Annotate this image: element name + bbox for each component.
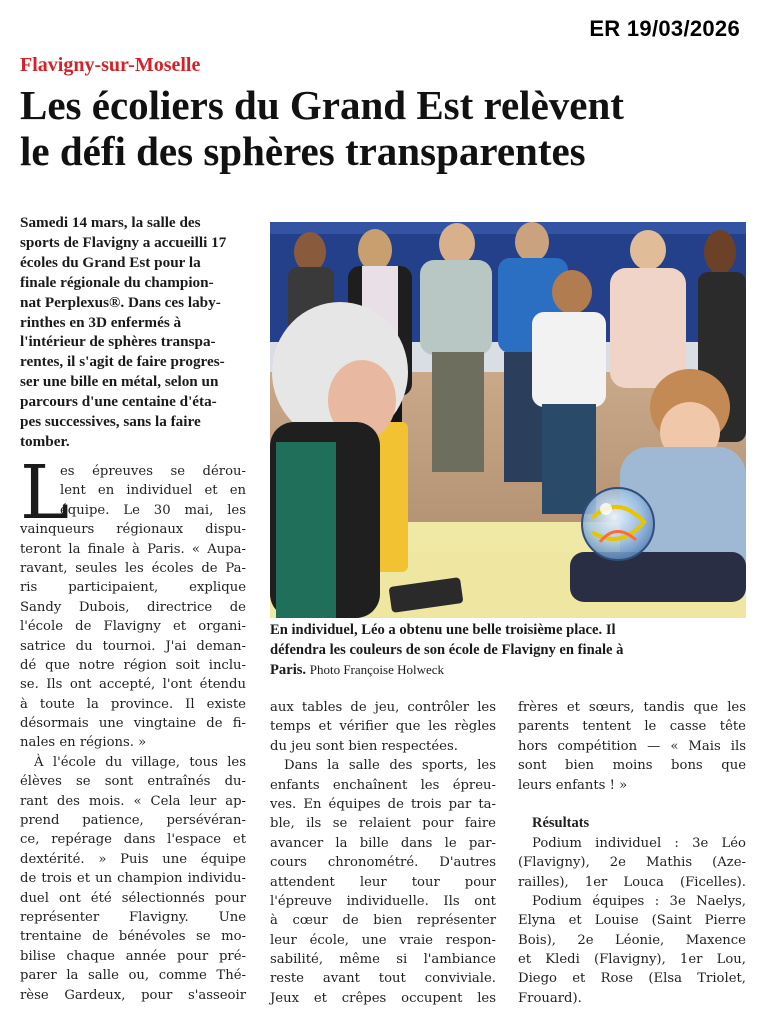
lead-line: parcours d'une centaine d'éta- (20, 393, 217, 411)
body-line: À l'école du village, tous les (34, 754, 246, 770)
body-line: trentaine de bénévoles se mo- (20, 929, 246, 945)
body-line: parer la salle ou, comme Thé- (20, 968, 246, 984)
caption-line: défendra les couleurs de son école de Flavigny en finale à (270, 641, 624, 658)
body-line: Diego et Rose (Elsa Triolet, (518, 971, 746, 987)
lead-line: tomber. (20, 432, 70, 450)
body-line: leur école, une vraie respon- (270, 932, 496, 948)
photo-credit: Photo Françoise Holweck (309, 662, 445, 678)
body-line: à cœur de bien représenter (270, 913, 496, 929)
body-line: rèse Gardeux, pour s'asseoir (20, 987, 246, 1003)
body-line: Elyna et Louise (Saint Pierre (518, 913, 746, 929)
photo-illustration (270, 222, 746, 618)
body-line: équipe. Le 30 mai, les (60, 502, 246, 518)
body-line: l'école de Flavigny et organi- (20, 619, 246, 635)
body-line: élèves se sont entraînés du- (20, 774, 246, 790)
body-line: Sandy Dubois, directrice de (20, 599, 246, 615)
lead-line: Samedi 14 mars, la salle des (20, 214, 201, 231)
body-line: l'épreuve individuelle. Ils ont (270, 893, 496, 909)
body-line: désormais une vingtaine de fi- (20, 716, 246, 732)
spacer-line (518, 795, 746, 814)
body-line: railles), 1er Louca (Ficelles). (518, 874, 746, 890)
body-line: hors compétition — « Mais ils (518, 738, 746, 754)
body-line: aux tables de jeu, contrôler les (270, 700, 496, 715)
lead-line: sports de Flavigny a accueilli 17 (20, 233, 227, 251)
body-line: ravant, seules les écoles de Pa- (20, 560, 246, 576)
body-line: attendent leur tour pour (270, 874, 496, 890)
body-line: leurs enfants ! » (518, 777, 628, 793)
lead-line: nat Perplexus®. Dans ces laby- (20, 293, 221, 311)
drop-cap: L (20, 450, 70, 536)
body-line: es épreuves se dérou- (60, 464, 246, 479)
body-line: de trois et un champion individu- (20, 871, 246, 887)
lead-line: finale régionale du champion- (20, 273, 214, 291)
body-line: dextérité. » Puis une équipe (20, 851, 246, 867)
body-line: avancer la bille dans le par- (270, 835, 496, 851)
body-line: ble, ils se relaient pour faire (270, 816, 496, 832)
body-line: dé que notre région soit inclu- (20, 657, 246, 673)
body-line: Jeux et crêpes occupent les (270, 990, 496, 1006)
photo-caption (270, 621, 746, 681)
body-line: vainqueurs régionaux dispu- (20, 522, 246, 538)
body-line: ris participaient, explique (20, 580, 246, 596)
body-line: cours chronométré. D'autres (270, 855, 496, 871)
body-line: ce, repérage dans l'espace et (20, 832, 246, 848)
caption-line (270, 660, 746, 681)
body-line: satrice du tournoi. J'ai deman- (20, 638, 246, 654)
body-line: frères et sœurs, tandis que les (518, 700, 746, 715)
body-line: enfants enchaînent les épreu- (270, 777, 496, 793)
body-line: du jeu sont bien respectées. (270, 738, 458, 754)
body-line: duel ont été sélectionnés pour (20, 890, 246, 906)
body-line: rant des mois. « Cela leur ap- (20, 793, 246, 809)
article-column-2 (270, 698, 496, 1008)
lead-line: ser une bille en métal, selon un (20, 373, 219, 391)
lead-line: rinthes en 3D enfermés à (20, 313, 182, 331)
body-line: sabilité, même si l'ambiance (270, 952, 496, 968)
body-line: Podium équipes : 3e Naelys, (532, 893, 746, 909)
body-line: se. Ils ont accepté, l'ont étendu (20, 677, 246, 693)
lead-line: rentes, il s'agit de faire progres- (20, 353, 225, 371)
body-line: représenter Flavigny. Une (20, 909, 246, 925)
body-line: lent en individuel et en (60, 483, 246, 499)
body-line: parents tentent le casse tête (518, 719, 746, 735)
lead-line: écoles du Grand Est pour la (20, 253, 201, 271)
article-column-1 (20, 462, 246, 1005)
body-line: à toute la province. Il existe (20, 696, 246, 712)
headline (20, 82, 740, 174)
body-line: bilise chaque année pour pré- (20, 948, 246, 964)
results-heading: Résultats (532, 815, 590, 832)
date-stamp: ER 19/03/2026 (589, 16, 740, 41)
caption-line: En individuel, Léo a obtenu une belle troisième place. Il (270, 622, 616, 638)
headline-line: le défi des sphères transparentes (20, 128, 586, 174)
article-column-3 (518, 698, 746, 1008)
body-line: temps et vérifier que les règles (270, 719, 496, 735)
lead-paragraph (20, 213, 260, 452)
caption-end: Paris. (270, 662, 307, 679)
body-line: Podium individuel : 3e Léo (532, 835, 746, 851)
body-line: reste avant tout conviviale. (270, 971, 496, 987)
body-line: ves. En équipes de trois par ta- (270, 796, 496, 812)
body-line: Frouard). (518, 990, 582, 1006)
body-line: et Kledi (Flavigny), 1er Lou, (518, 952, 746, 968)
lead-line: pes successives, sans la faire (20, 413, 201, 431)
body-line: teront la finale à Paris. « Aupa- (20, 541, 246, 557)
body-line: sont bien moins bons que (518, 758, 746, 774)
article-photo (270, 222, 746, 618)
lead-line: l'intérieur de sphères transpa- (20, 333, 216, 351)
headline-line: Les écoliers du Grand Est relèvent (20, 82, 624, 128)
body-line: prend patience, persévéran- (20, 813, 246, 829)
body-line: (Flavigny), 2e Mathis (Aze- (518, 855, 746, 871)
body-line: nales en régions. » (20, 735, 147, 751)
location-kicker: Flavigny-sur-Moselle (20, 54, 201, 76)
body-line: Bois), 2e Léonie, Maxence (518, 932, 746, 948)
body-line: Dans la salle des sports, les (284, 758, 496, 774)
